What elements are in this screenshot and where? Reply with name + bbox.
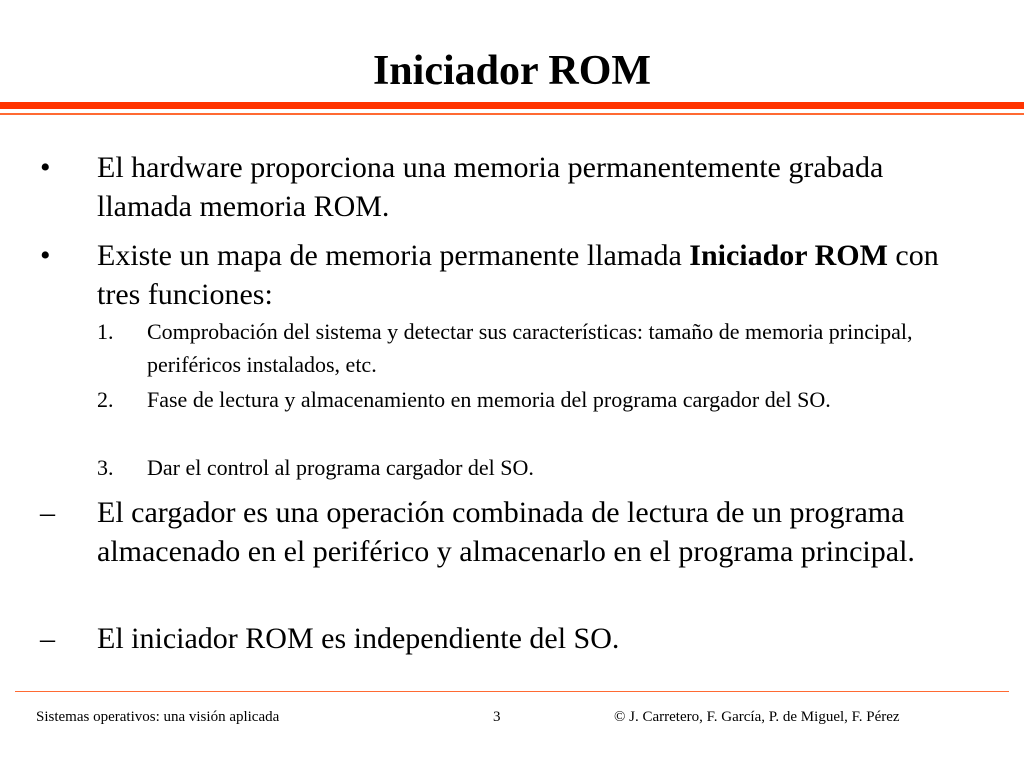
bullet-marker: • (40, 239, 51, 272)
bullet-text-part: El hardware proporciona una memoria permanentemente grabada llamada memoria ROM. (97, 151, 884, 223)
dash-text: El iniciador ROM es independiente del SO. (97, 622, 620, 655)
numbered-marker: 3. (97, 455, 114, 480)
bullet-text (97, 236, 977, 314)
numbered-marker: 1. (97, 319, 114, 344)
numbered-marker: 2. (97, 387, 114, 412)
dash-marker: – (40, 496, 55, 529)
footer-course: Sistemas operativos: una visión aplicada (36, 709, 280, 725)
bullet-marker: • (40, 151, 51, 184)
bullet-text (97, 148, 977, 226)
numbered-text: Dar el control al programa cargador del SO. (147, 455, 534, 480)
footer-copyright: © J. Carretero, F. García, P. de Miguel, F. Pérez (614, 709, 900, 725)
title-rule-thick (0, 102, 1024, 109)
footer-page-number: 3 (493, 709, 501, 725)
bullet-text-part: Existe un mapa de memoria permanente llamada (97, 239, 690, 272)
dash-marker: – (40, 622, 55, 655)
slide-title: Iniciador ROM (372, 48, 652, 94)
numbered-text: Fase de lectura y almacenamiento en memoria del programa cargador del SO. (147, 387, 831, 412)
dash-text: El cargador es una operación combinada de lectura de un programa almacenado en el periférico y almacenarlo en el programa principal. (97, 496, 915, 568)
bullet-text-part: con tres funciones: (97, 239, 939, 311)
bullet-text-emphasis: Iniciador ROM (689, 239, 888, 272)
title-rule-thin (0, 113, 1024, 115)
footer-rule (15, 691, 1009, 692)
numbered-text: Comprobación del sistema y detectar sus características: tamaño de memoria principal, periféricos instalados, etc. (147, 319, 913, 377)
